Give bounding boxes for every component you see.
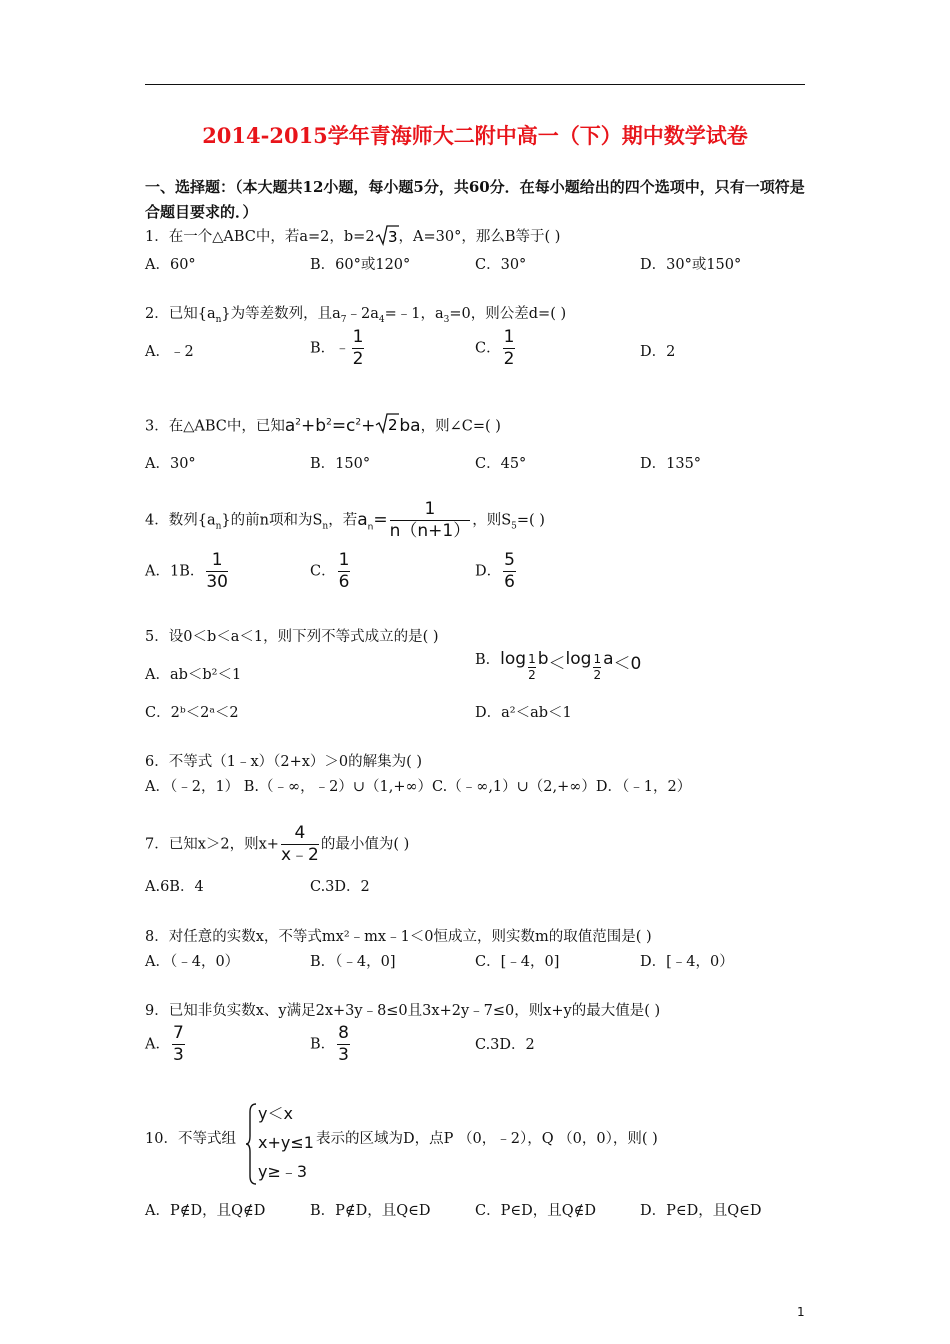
q5-option-d: D．a²＜ab＜1 [475, 705, 572, 721]
q10-option-a: A．P∉D，且Q∉D [145, 1203, 266, 1219]
q4-sub-5: 5 [511, 521, 517, 532]
q4-c-num: 1 [338, 550, 350, 570]
q4-an-sub: n [367, 521, 374, 532]
q2-option-d: D．2 [640, 344, 676, 360]
q4-eq: = [373, 509, 388, 530]
q10-option-d: D．P∈D，且Q∈D [640, 1203, 762, 1219]
q10-sys-line-2: x+y≤1 [258, 1133, 314, 1152]
q2-sub-4: 4 [378, 314, 385, 325]
header-rule [145, 84, 805, 85]
q9-a-num: 7 [172, 1023, 184, 1043]
q4-b-num: 1 [211, 550, 223, 570]
question-3 [145, 412, 501, 439]
q4-d-den: 6 [504, 572, 515, 592]
section-heading: 一、选择题：（本大题共12小题，每小题5分，共60分．在每小题给出的四个选项中，只有一项符是合题目要求的．） [145, 178, 805, 221]
q7-option-cd: C.3D．2 [310, 879, 370, 895]
page-number: 1 [797, 1305, 805, 1319]
q4-an-letter: a [357, 509, 368, 530]
question-8: 8．对任意的实数x，不等式mx²﹣mx﹣1＜0恒成立，则实数m的取值范围是( ) [145, 929, 652, 945]
q8-option-d: D．[﹣4，0） [640, 954, 734, 970]
q4-c-den: 6 [338, 572, 350, 592]
q1-option-a: A．60° [145, 257, 196, 273]
q1-sqrt-arg: 3 [387, 228, 398, 246]
q4-num: 1 [424, 499, 436, 519]
q9-option-a-label: A． [145, 1036, 170, 1053]
q2-option-c-label: C． [475, 340, 501, 357]
q5-log2-base [593, 653, 601, 682]
q2-stem-a: 2．已知{a [145, 306, 216, 322]
q9-option-a-fraction [172, 1024, 185, 1065]
q2-option-c-fraction [503, 328, 516, 369]
q10-option-b: B．P∉D，且Q∈D [310, 1203, 431, 1219]
q4-sub-n: n [215, 521, 222, 532]
q5-var1: b [537, 649, 549, 669]
q8-option-b: B．（﹣4，0] [310, 954, 396, 970]
q8-option-c: C．[﹣4，0] [475, 954, 560, 970]
q5-option-a: A．ab＜b²＜1 [145, 667, 242, 683]
q5-log1: log [500, 649, 527, 669]
q3-expr-c: =c [331, 415, 356, 436]
q5-log1-num: 1 [528, 652, 536, 666]
q2-sub-7: 7 [340, 314, 347, 325]
q9-b-den: 3 [338, 1045, 349, 1065]
q4-sub-n2: n [322, 521, 329, 532]
q7-stem-b: 的最小值为( ) [320, 836, 410, 853]
q2-option-b-label: B．﹣ [310, 340, 350, 357]
q4-stem-e: =( ) [516, 512, 545, 529]
q3-option-d: D．135° [640, 456, 702, 472]
q10-inequality-system [246, 1102, 326, 1186]
q5-option-b-expr [500, 649, 641, 682]
q7-num: 4 [294, 823, 306, 843]
q5-log2-num: 1 [593, 652, 602, 666]
question-1 [145, 224, 560, 250]
q2-sub-n: n [215, 314, 222, 325]
q2-stem-e: =0，则公差d=( ) [449, 306, 567, 322]
q2-option-a: A．﹣2 [145, 344, 194, 360]
q4-b-den: 30 [206, 572, 228, 592]
q2-b-den: 2 [352, 349, 364, 369]
q3-sup-a: 2 [295, 416, 302, 427]
q8-option-a: A．（﹣4，0） [145, 954, 240, 970]
q3-option-c: C．45° [475, 456, 527, 472]
q2-b-num: 1 [352, 327, 364, 347]
q3-expr-b: +b [301, 415, 327, 436]
question-4 [145, 500, 545, 541]
q7-option-ab: A.6B．4 [145, 879, 204, 895]
q2-sub-3: 3 [443, 314, 450, 325]
q3-sup-b: 2 [326, 416, 332, 427]
q9-option-a [145, 1024, 187, 1065]
q4-an [357, 510, 387, 530]
q3-expression [285, 416, 421, 436]
q4-option-ab-label: A．1B． [145, 563, 205, 580]
q3-expr-a: a [284, 415, 296, 436]
q3-sqrt-arg: 2 [388, 416, 398, 434]
q2-option-b [310, 328, 366, 369]
q4-stem-a: 4．数列{a [145, 512, 216, 529]
q9-option-cd: C.3D．2 [475, 1037, 535, 1053]
q4-stem-c: ，若 [328, 512, 358, 529]
question-6: 6．不等式（1﹣x）（2+x）＞0的解集为( ) [145, 754, 423, 770]
q1-stem-a: 1．在一个△ABC中，若a=2，b=2 [145, 229, 375, 245]
q4-stem-b: }的前n项和为S [221, 512, 323, 529]
q9-option-b-label: B． [310, 1036, 336, 1053]
q2-stem-b: }为等差数列，且a [221, 306, 341, 322]
q5-log2-den: 2 [593, 668, 602, 682]
q5-option-c: C．2ᵇ＜2ᵃ＜2 [145, 705, 239, 721]
q7-den: x﹣2 [280, 845, 319, 865]
q2-option-b-fraction [352, 328, 365, 369]
q2-stem-c: ﹣2a [346, 306, 379, 322]
q4-option-c [310, 551, 352, 592]
q5-log2: log [565, 649, 592, 669]
q4-fraction [390, 500, 471, 541]
q4-d-num: 5 [504, 550, 515, 570]
q4-option-c-fraction [338, 551, 351, 592]
q2-c-num: 1 [503, 327, 515, 347]
q7-fraction [281, 824, 319, 865]
q7-stem-a: 7．已知x＞2，则x+ [145, 836, 279, 853]
q5-option-b-label: B． [475, 652, 501, 668]
q9-b-num: 8 [338, 1023, 349, 1043]
q4-option-c-label: C． [310, 563, 336, 580]
q4-option-d-fraction [503, 551, 516, 592]
q1-option-d: D．30°或150° [640, 257, 742, 273]
q2-c-den: 2 [503, 349, 515, 369]
q1-stem-b: ，A=30°，那么B等于( ) [398, 229, 561, 245]
q5-log1-base [528, 653, 536, 682]
q9-option-b [310, 1024, 352, 1065]
q10-sys-line-1: y＜x [258, 1104, 293, 1123]
q5-tail: ＜0 [613, 654, 642, 674]
q5-option-b [475, 648, 641, 682]
left-brace-icon [246, 1102, 258, 1186]
question-7 [145, 824, 409, 865]
q3-expr-d: + [361, 415, 376, 436]
q2-option-c [475, 328, 517, 369]
question-5: 5．设0＜b＜a＜1，则下列不等式成立的是( ) [145, 629, 439, 645]
q4-option-b-fraction [206, 551, 228, 592]
question-2 [145, 302, 566, 325]
q3-stem-b: ，则∠C=( ) [420, 418, 501, 435]
q9-a-den: 3 [172, 1045, 184, 1065]
q1-option-b: B．60°或120° [310, 257, 411, 273]
q4-option-d-label: D． [475, 563, 502, 580]
q4-den: n（n+1） [389, 521, 471, 541]
page-title: 2014-2015学年青海师大二附中高一（下）期中数学试卷 [202, 123, 748, 148]
q3-option-a: A．30° [145, 456, 196, 472]
question-9: 9．已知非负实数x、y满足2x+3y﹣8≤0且3x+2y﹣7≤0，则x+y的最大值是( ) [145, 1003, 661, 1019]
q4-option-d [475, 551, 518, 592]
q2-stem-d: =﹣1，a [384, 306, 444, 322]
question-10-stem-a: 10．不等式组 [145, 1131, 236, 1147]
q4-option-ab [145, 551, 230, 592]
question-10-stem-b: 表示的区域为D，点P （0，﹣2），Q （0，0），则( ) [316, 1131, 658, 1147]
q3-option-b: B．150° [310, 456, 371, 472]
q5-var2: a [603, 649, 614, 669]
q3-sup-c: 2 [355, 416, 362, 427]
q5-log1-den: 2 [528, 668, 536, 682]
q6-options: A．（﹣2，1） B.（﹣∞，﹣2）∪（1,+∞）C.（﹣∞,1）∪（2,+∞）D．（﹣1，2） [145, 779, 692, 795]
sqrt-icon [375, 224, 399, 250]
q10-option-c: C．P∈D，且Q∉D [475, 1203, 596, 1219]
q5-lt: ＜ [548, 654, 566, 674]
q10-sys-line-3: y≥﹣3 [258, 1162, 308, 1181]
q9-option-b-fraction [337, 1024, 350, 1065]
q1-option-c: C．30° [475, 257, 527, 273]
q3-stem-a: 3．在△ABC中，已知 [145, 418, 285, 435]
sqrt-icon [375, 412, 399, 439]
q4-stem-d: ，则S [472, 512, 512, 529]
q3-expr-e: ba [399, 415, 421, 436]
